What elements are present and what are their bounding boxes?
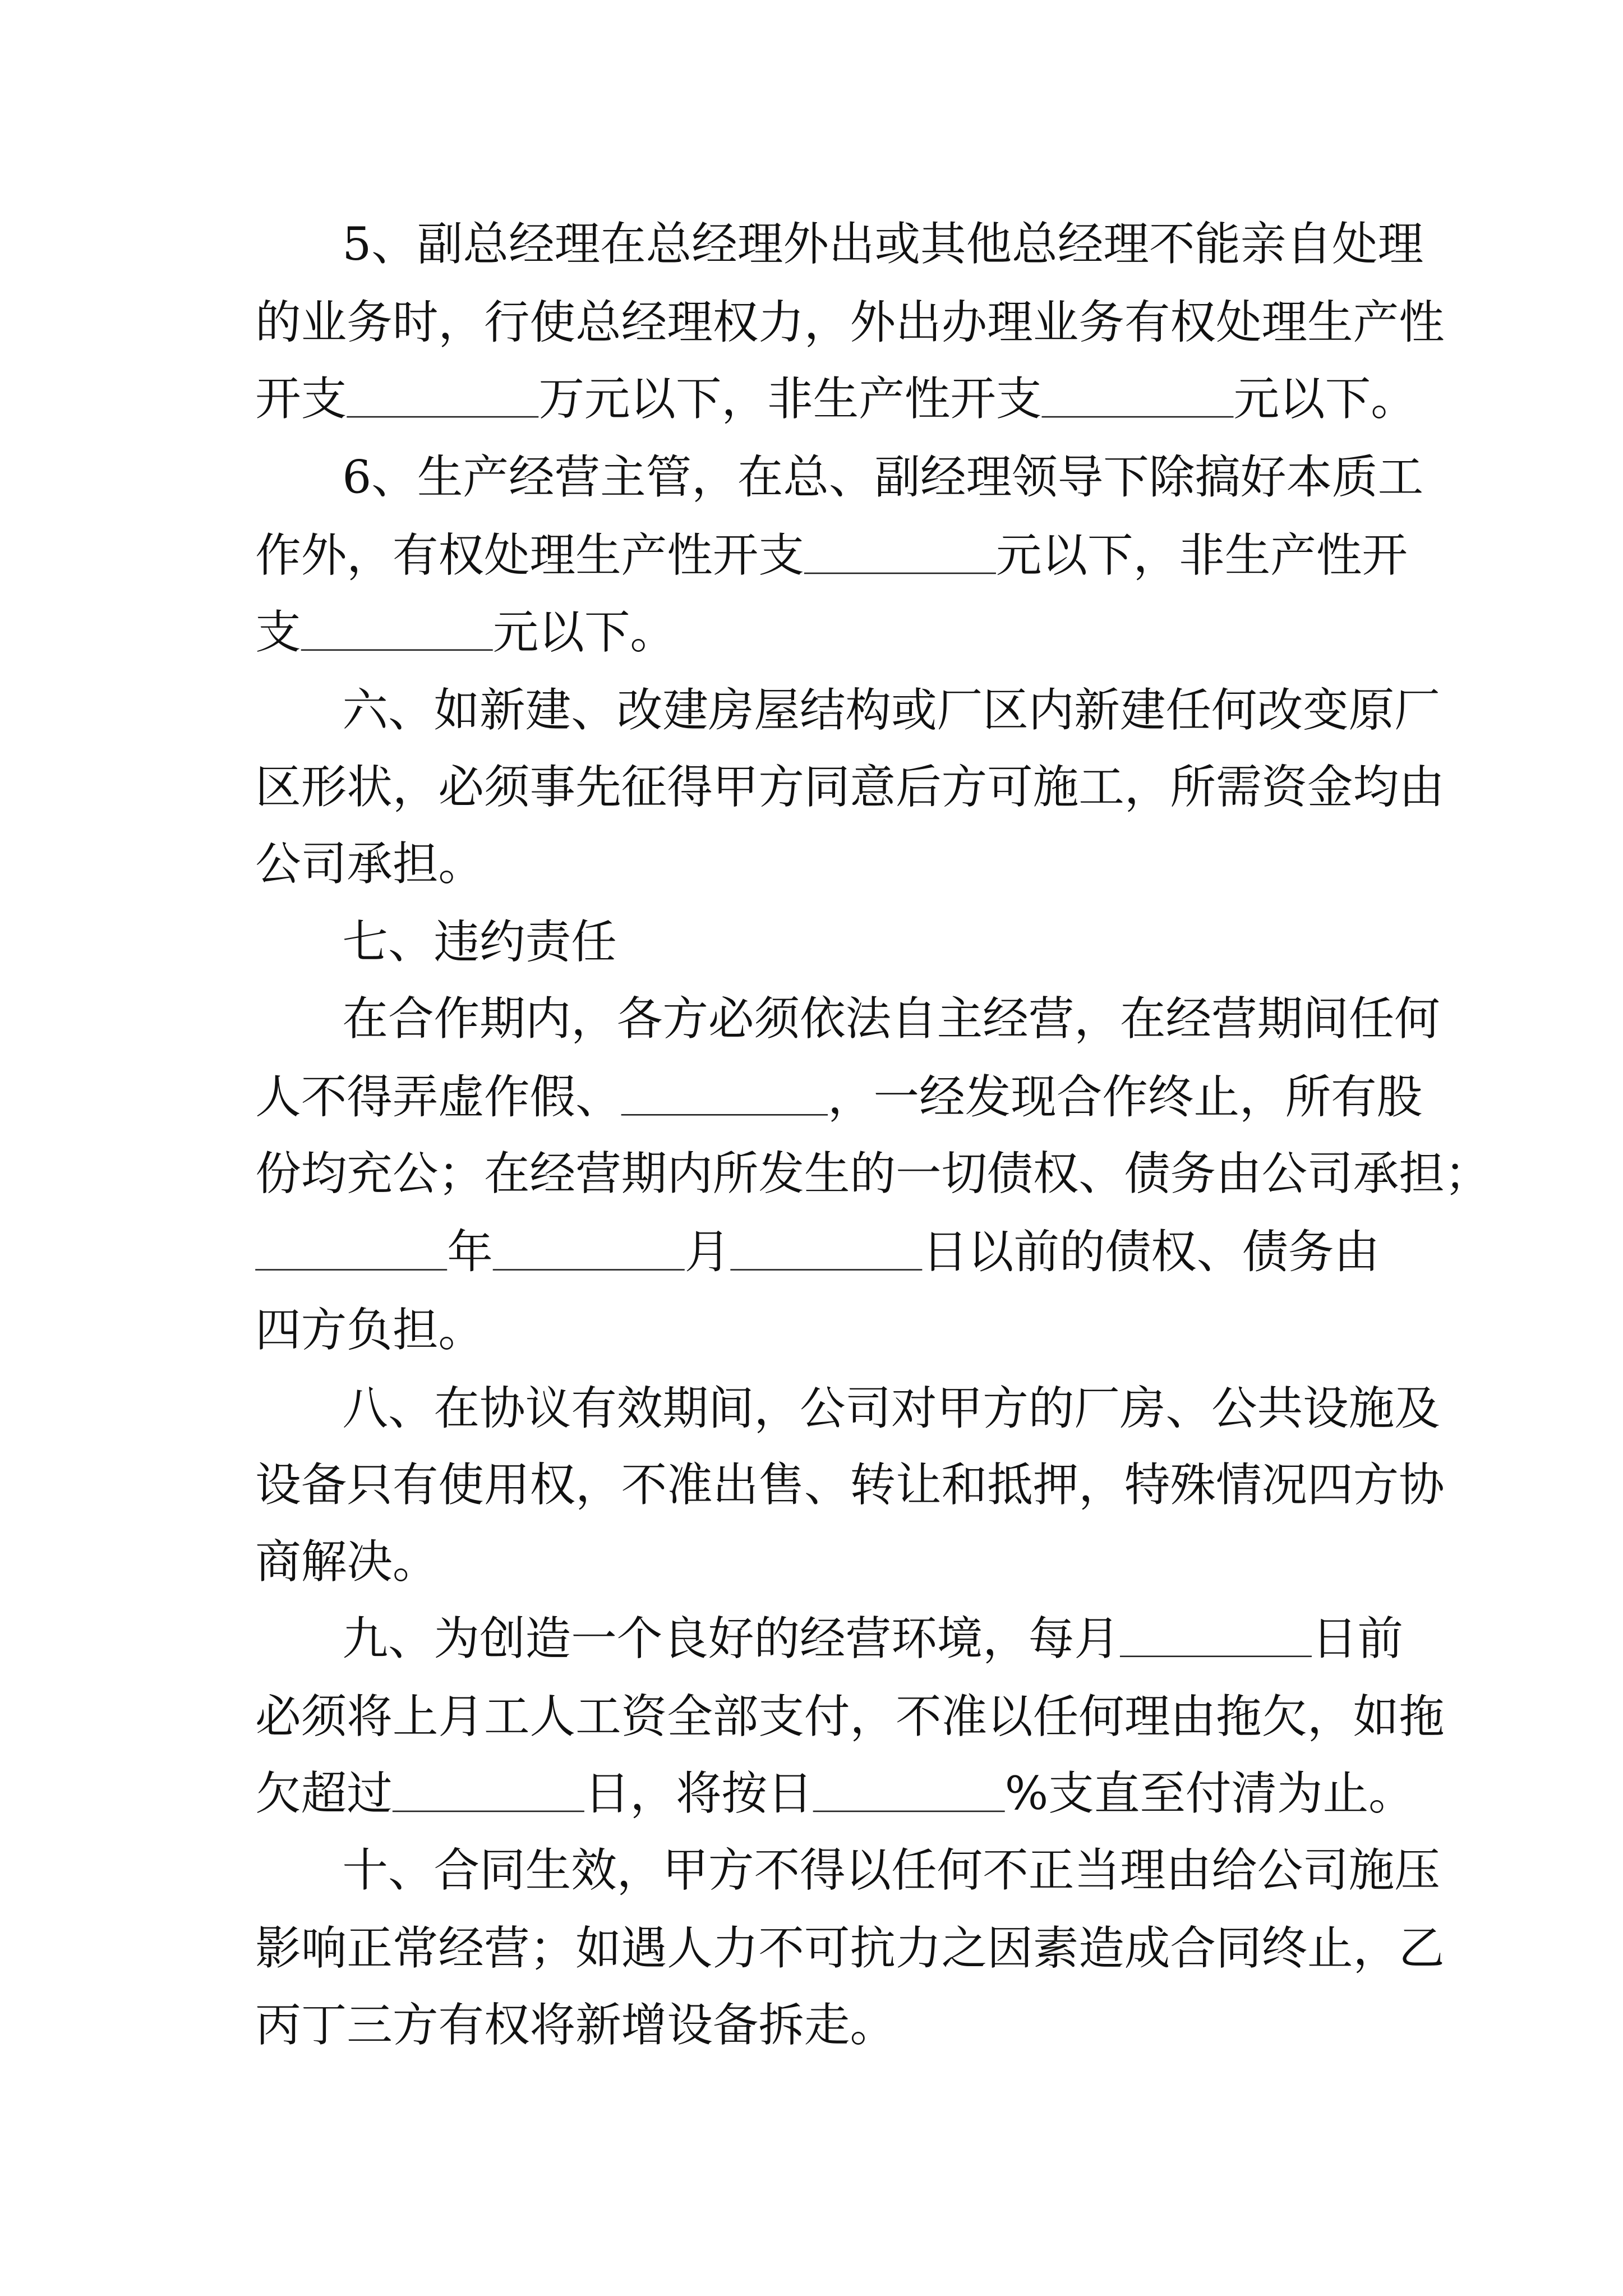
fill-blank[interactable] bbox=[813, 1766, 1005, 1812]
fill-blank[interactable] bbox=[347, 372, 538, 418]
text-run: 元以下。 bbox=[1233, 373, 1417, 427]
text-line bbox=[342, 682, 1440, 740]
text-line bbox=[255, 835, 484, 894]
text-run: 作外，有权处理生产性开支 bbox=[255, 530, 804, 583]
text-run: 六、如新建、改建房屋结构或厂区内新建任何改变原厂 bbox=[342, 684, 1440, 738]
text-run: 元以下，非生产性开 bbox=[995, 530, 1408, 583]
text-run: 日前 bbox=[1311, 1613, 1404, 1666]
fill-blank[interactable] bbox=[1120, 1612, 1312, 1658]
text-run: ，一经发现合作终止，所有股 bbox=[827, 1071, 1423, 1125]
text-run: %支直至付清为止。 bbox=[1004, 1768, 1414, 1821]
text-run: 七、违约责任 bbox=[342, 916, 617, 970]
text-line bbox=[255, 1145, 1490, 1204]
text-run: 设备只有使用权，不准出售、转让和抵押，特殊情况四方协 bbox=[255, 1459, 1445, 1513]
fill-blank[interactable] bbox=[804, 528, 996, 574]
fill-blank[interactable] bbox=[730, 1225, 922, 1271]
fill-blank[interactable] bbox=[393, 1766, 584, 1812]
text-line bbox=[255, 1068, 1422, 1127]
text-run: 日，将按日 bbox=[584, 1768, 813, 1821]
text-line bbox=[342, 1842, 1440, 1901]
text-line bbox=[255, 604, 676, 662]
text-line bbox=[342, 990, 1440, 1049]
text-run: 5、副总经理在总经理外出或其他总经理不能亲自处理 bbox=[342, 218, 1424, 272]
text-run: 丙丁三方有权将新增设备拆走。 bbox=[255, 1999, 896, 2053]
text-line bbox=[255, 1920, 1445, 1978]
text-line bbox=[255, 527, 1408, 586]
section-heading bbox=[342, 913, 616, 972]
text-line bbox=[342, 1380, 1440, 1439]
text-line bbox=[255, 1223, 1380, 1282]
text-run: 日以前的债权、债务由 bbox=[922, 1226, 1380, 1280]
text-run: 6、生产经营主管，在总、副经理领导下除搞好本质工 bbox=[342, 451, 1424, 505]
text-line bbox=[342, 1610, 1403, 1669]
text-line bbox=[255, 293, 1445, 352]
text-line bbox=[255, 1996, 896, 2055]
text-run: 四方负担。 bbox=[255, 1304, 484, 1358]
text-run: 年 bbox=[447, 1226, 493, 1280]
text-line bbox=[255, 1765, 1414, 1824]
text-run: 欠超过 bbox=[255, 1768, 393, 1821]
text-run: 在合作期内，各方必须依法自主经营，在经营期间任何 bbox=[342, 993, 1440, 1047]
text-line bbox=[255, 1456, 1445, 1515]
text-run: 影响正常经营；如遇人力不可抗力之因素造成合同终止，乙 bbox=[255, 1922, 1445, 1976]
text-run: 必须将上月工人工资全部支付，不准以任何理由拖欠，如拖 bbox=[255, 1691, 1445, 1745]
text-line bbox=[255, 1688, 1445, 1747]
text-line bbox=[255, 1301, 484, 1360]
text-run: 元以下。 bbox=[492, 606, 676, 660]
fill-blank[interactable] bbox=[1041, 372, 1233, 418]
text-line bbox=[255, 758, 1445, 817]
text-run: 开支 bbox=[255, 373, 347, 427]
fill-blank[interactable] bbox=[301, 605, 493, 651]
text-run: 人不得弄虚作假、 bbox=[255, 1071, 621, 1125]
text-run: 十、合同生效，甲方不得以任何不正当理由给公司施压 bbox=[342, 1844, 1440, 1898]
text-run: 月 bbox=[684, 1226, 731, 1280]
text-run: 份均充公；在经营期内所发生的一切债权、债务由公司承担； bbox=[255, 1148, 1491, 1202]
text-line bbox=[255, 370, 1417, 429]
text-line bbox=[255, 1533, 438, 1592]
text-run: 九、为创造一个良好的经营环境，每月 bbox=[342, 1613, 1120, 1666]
fill-blank[interactable] bbox=[493, 1225, 685, 1271]
fill-blank[interactable] bbox=[621, 1070, 828, 1116]
fill-blank[interactable] bbox=[255, 1225, 447, 1271]
text-line bbox=[342, 215, 1423, 274]
text-run: 商解决。 bbox=[255, 1536, 439, 1590]
text-run: 的业务时，行使总经理权力，外出办理业务有权处理生产性 bbox=[255, 296, 1445, 350]
text-line bbox=[342, 449, 1423, 508]
text-run: 八、在协议有效期间，公司对甲方的厂房、公共设施及 bbox=[342, 1382, 1440, 1436]
text-run: 区形状，必须事先征得甲方同意后方可施工，所需资金均由 bbox=[255, 761, 1445, 815]
text-run: 公司承担。 bbox=[255, 838, 484, 891]
text-run: 万元以下，非生产性开支 bbox=[538, 373, 1042, 427]
text-run: 支 bbox=[255, 606, 301, 660]
